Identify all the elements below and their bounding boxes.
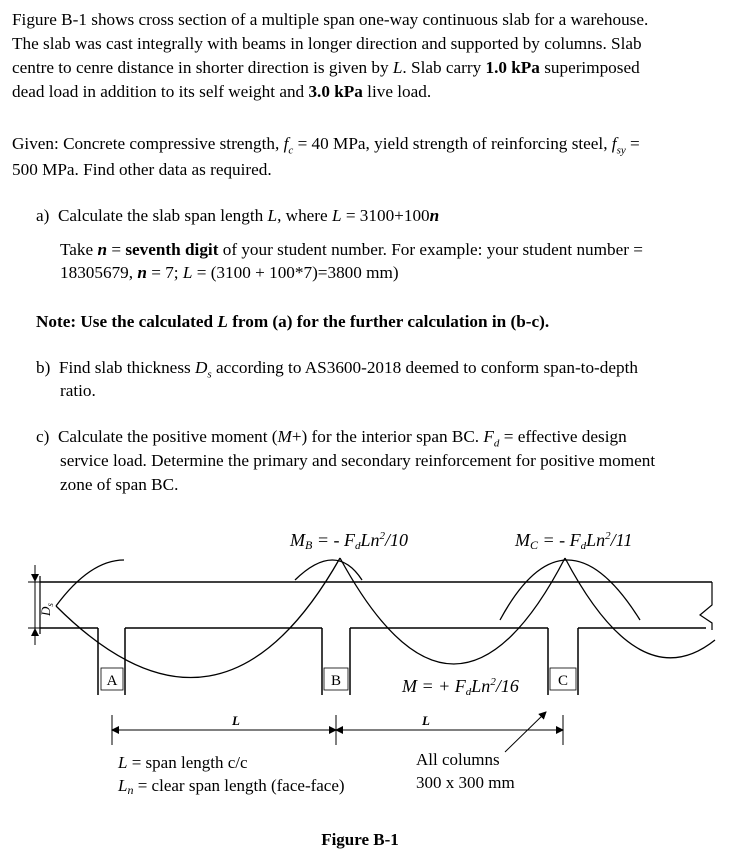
question-c-line-1: c) Calculate the positive moment (M+) for the interior span BC. $F_d$ = effective design (36, 427, 627, 450)
intro-line-1: Figure B-1 shows cross section of a multiple span one-way continuous slab for a warehouse. (12, 10, 649, 29)
columns-leader-line (505, 712, 546, 752)
span-bc-label: L (422, 713, 430, 728)
question-c-line-2: service load. Determine the primary and secondary reinforcement for positive moment (60, 451, 656, 470)
moment-diagram-left-support (56, 560, 124, 606)
intro-line-3: centre to cenre distance in shorter direction is given by L. Slab carry 1.0 kPa superimposed (12, 58, 640, 77)
given-line-2: 500 MPa. Find other data as required. (12, 160, 272, 179)
ds-label: $D_s$ (38, 603, 55, 616)
moment-b-label: MB = - FdLn$^2$/10 (290, 530, 409, 552)
legend-clear-span: Ln = clear span length (face-face) (118, 776, 345, 797)
span-ab-label: L (232, 713, 240, 728)
moment-diagram-span-bc (340, 558, 565, 664)
question-a-take-line-1: Take n = seventh digit of your student number. For example: your student number = (60, 240, 643, 259)
moment-diagram-span-right (565, 558, 715, 658)
ds-arrow-top (31, 574, 39, 582)
intro-line-2: The slab was cast integrally with beams in longer direction and supported by columns. Slab (12, 34, 642, 53)
question-a: a) Calculate the slab span length L, where L = 3100+100n (36, 206, 440, 225)
column-a-label: A (106, 673, 118, 689)
question-a-take-line-2: 18305679, n = 7; L = (3100 + 100*7)=3800 mm) (60, 263, 399, 282)
column-c-label: C (557, 673, 569, 689)
legend-span-length: L = span length c/c (118, 753, 248, 772)
question-b-line-2: ratio. (60, 381, 96, 400)
given-line-1: Given: Concrete compressive strength, $f_c = 40$ MPa, yield strength of reinforcing steel, $f_{sy}$ = (12, 134, 640, 157)
figure-b1 (0, 520, 735, 856)
moment-diagram-support-c (500, 560, 640, 620)
note: Note: Use the calculated L from (a) for the further calculation in (b-c). (36, 312, 550, 331)
question-b-line-1: b) Find slab thickness $D_s$ according to AS3600-2018 deemed to conform span-to-depth (36, 358, 638, 381)
columns-note-line-1: All columns (416, 750, 500, 769)
ds-arrow-bottom (31, 628, 39, 636)
moment-c-label: MC = - FdLn$^2$/11 (515, 530, 633, 552)
intro-line-4: dead load in addition to its self weight and 3.0 kPa live load. (12, 82, 432, 101)
figure-caption: Figure B-1 (321, 830, 399, 849)
question-c-line-3: zone of span BC. (60, 475, 179, 494)
columns-note-line-2: 300 x 300 mm (416, 773, 515, 792)
right-break-line (700, 582, 712, 630)
positive-moment-label: M = + FdLn$^2$/16 (402, 676, 519, 698)
column-b-label: B (330, 673, 342, 689)
